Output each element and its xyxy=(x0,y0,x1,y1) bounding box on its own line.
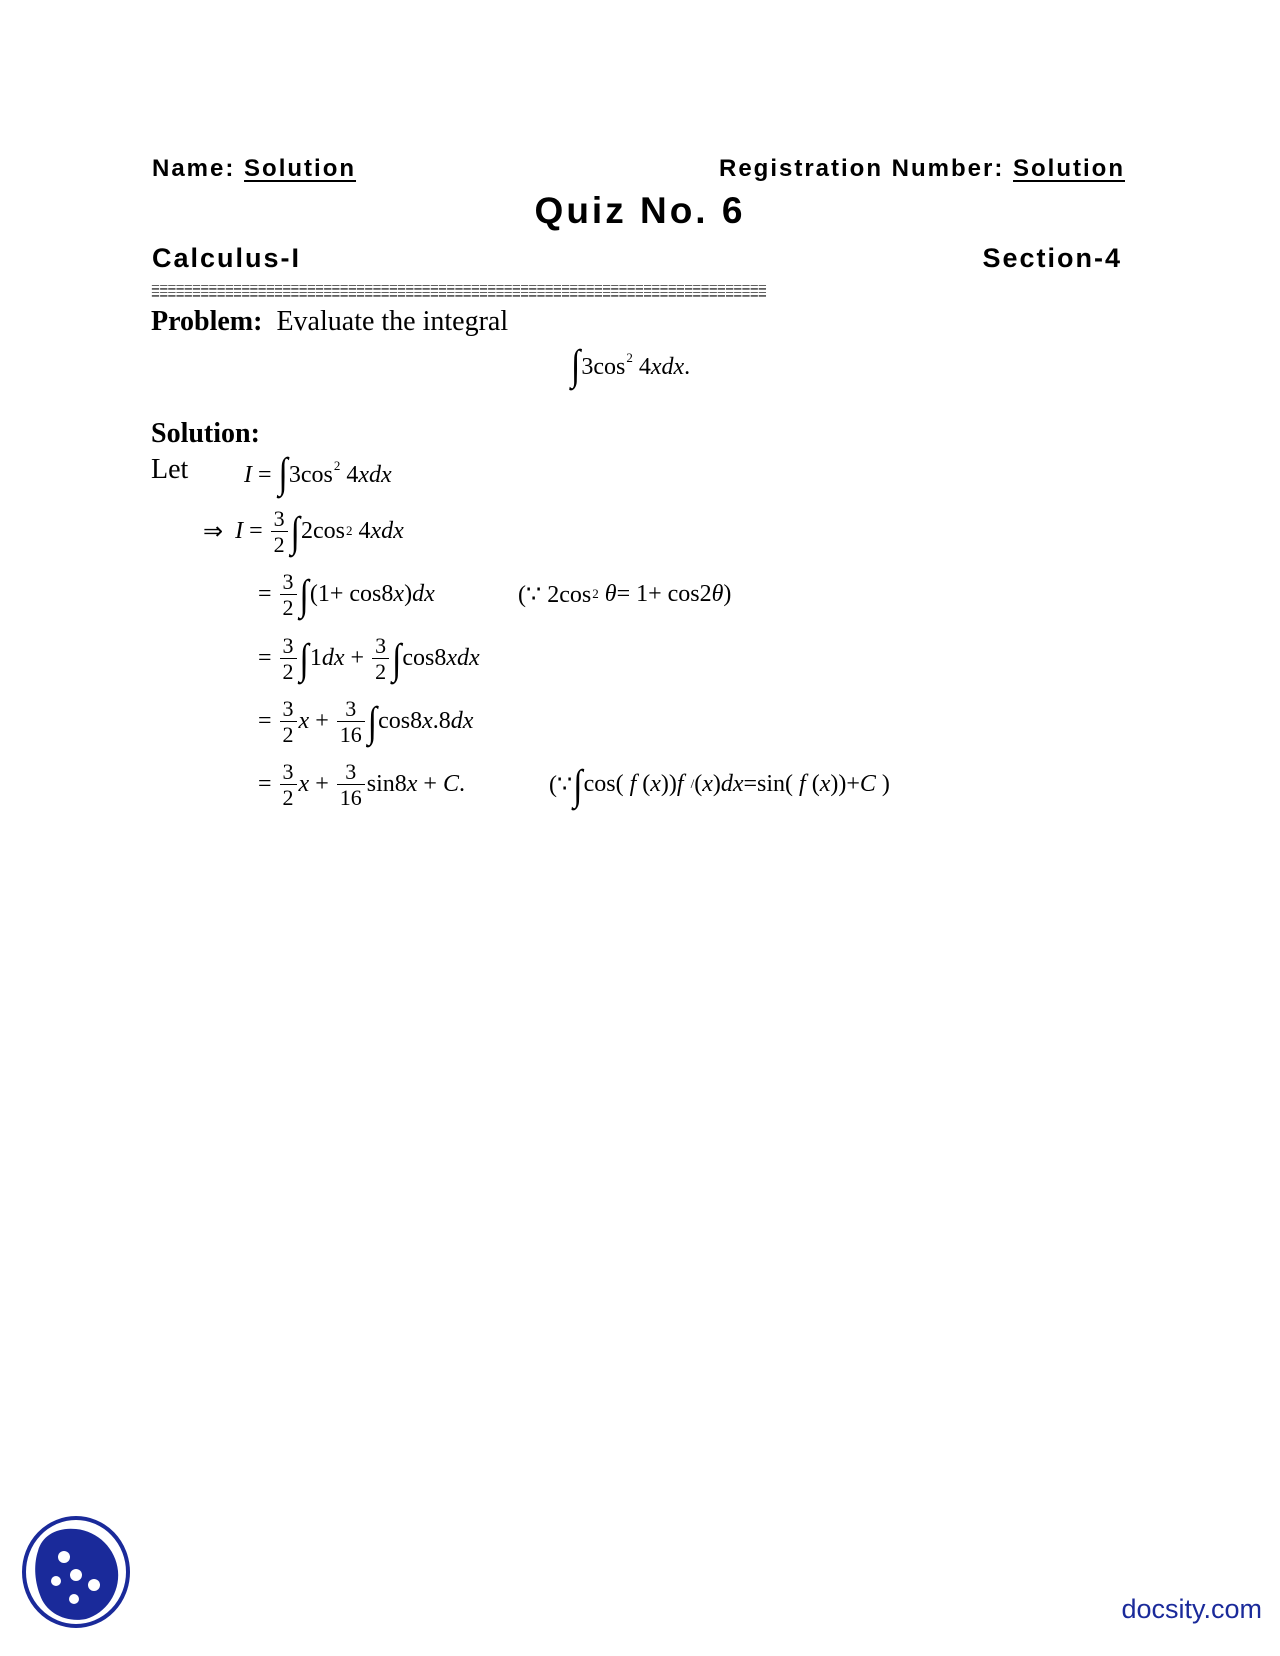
name-value: Solution xyxy=(244,155,357,182)
step-3-reason: (∵ 2cos 2 θ = 1+ cos2 θ ) xyxy=(518,580,732,608)
registration-label: Registration Number: xyxy=(718,155,1005,182)
step-1: $I = \int 3\cos^2$ 4xdx xyxy=(244,450,392,497)
step-6: = $\frac{3}{2}$ x + $\frac{3}{16}$ sin8 x + C . xyxy=(258,758,465,810)
docsity-link[interactable]: docsity.com xyxy=(1121,1594,1262,1624)
registration-field xyxy=(719,155,1125,183)
separator-bottom xyxy=(151,292,1125,300)
course-name: Calculus-I xyxy=(152,243,302,273)
step-5: = $\frac{3}{2}$ x + $\frac{3}{16}$ ∫ cos8 x .8 dx xyxy=(258,695,474,747)
docsity-logo-icon xyxy=(20,1515,132,1630)
problem-label: Problem: xyxy=(151,306,263,337)
name-label: Name: xyxy=(152,155,236,182)
name-field xyxy=(152,155,356,183)
step-4: = $\frac{3}{2}$ ∫ 1 dx + $\frac{3}{2}$ ∫ cos8 xdx xyxy=(258,632,480,684)
quiz-title: Quiz No. 6 xyxy=(534,190,746,231)
solution-label: Solution: xyxy=(151,418,260,449)
step-3: = $\frac{3}{2}$ ∫ (1+ cos8 x ) dx xyxy=(258,568,435,620)
section-number: Section-4 xyxy=(982,243,1122,273)
problem-statement xyxy=(151,306,508,338)
problem-integral: $\int 3\cos^2$ 4xdx. xyxy=(571,342,691,389)
registration-value: Solution xyxy=(1013,155,1125,182)
problem-text: Evaluate the integral xyxy=(276,306,509,337)
let-label: Let xyxy=(151,454,189,485)
step-2: ⇒ I = $\frac{3}{2}$ ∫ 2cos 2 4 xdx xyxy=(203,505,404,557)
step-6-reason: (∵ ∫ cos( f ( x )) f / ( x ) dx =sin( f ( x ))+ C ) xyxy=(549,762,890,809)
